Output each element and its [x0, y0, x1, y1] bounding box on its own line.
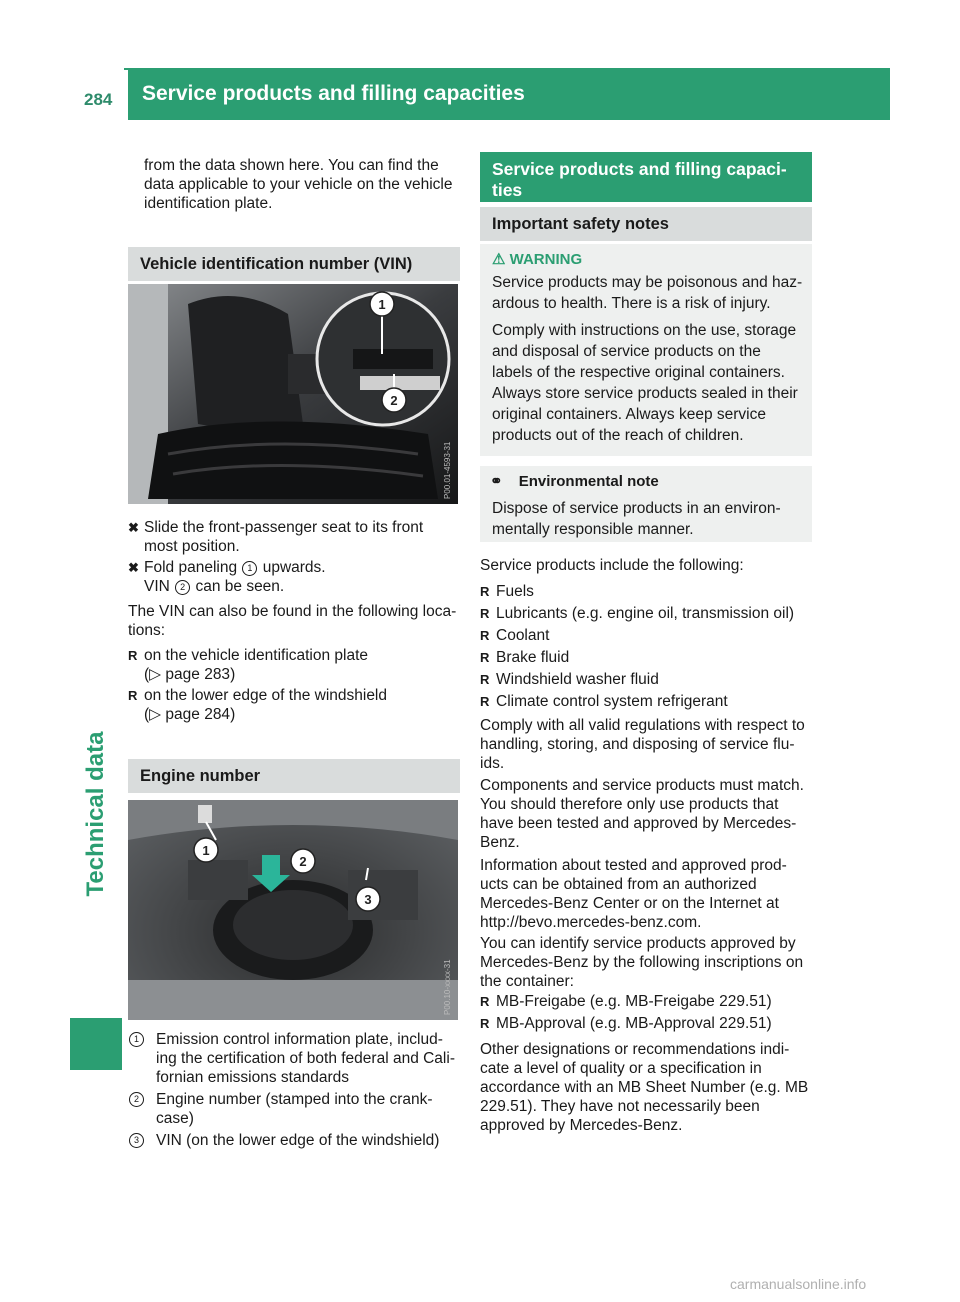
- environment-lightbulb-icon: ⚭: [490, 473, 503, 490]
- seat-image: [128, 284, 458, 504]
- safety-heading: Important safety notes: [492, 215, 669, 233]
- list-item: R Climate control system refrigerant: [480, 693, 728, 710]
- seat-image-code: P00.01-4593-31: [443, 441, 452, 499]
- includes-list: [480, 582, 812, 714]
- vin-heading: Vehicle identification number (VIN): [140, 255, 413, 273]
- warning-text-2: Comply with instructions on the use, storage and disposal of service products on the labels of the respective original containers. Always store service products sealed in their original containers. Always keep service products out of the reach of children.: [492, 322, 798, 444]
- vin-step-2: ✖ Fold paneling 1 upwards. VIN 2 can be seen.: [128, 559, 326, 595]
- environment-box: [480, 466, 812, 542]
- warning-triangle-icon: ⚠: [492, 251, 506, 268]
- list-item: R MB-Approval (e.g. MB-Approval 229.51): [480, 1015, 772, 1032]
- comply-text: Comply with all valid regulations with respect to handling, storing, and disposing of service flu-ids.: [480, 717, 805, 772]
- warning-header: ⚠ WARNING: [492, 251, 583, 268]
- list-item: R MB-Freigabe (e.g. MB-Freigabe 229.51): [480, 993, 772, 1010]
- page-number-box: [70, 68, 124, 120]
- bullet-icon: R: [480, 584, 490, 599]
- footer-watermark: carmanualsonline.info: [730, 1276, 867, 1292]
- legend-item: 3 VIN (on the lower edge of the windshield): [128, 1131, 460, 1150]
- bullet-icon: R: [480, 694, 490, 709]
- page-ref-link[interactable]: page 283: [165, 666, 231, 683]
- bullet-icon: R: [480, 628, 490, 643]
- bullet-icon: R: [128, 688, 138, 703]
- bullet-icon: R: [480, 672, 490, 687]
- chapter-label: Technical data: [82, 731, 109, 897]
- match-text: Components and service products must match. You should therefore only use products that have been tested and approved by Mercedes-Benz.: [480, 777, 804, 851]
- callout-2-icon: 2: [129, 1092, 144, 1107]
- callout-3-icon: 3: [129, 1133, 144, 1148]
- bullet-icon: R: [128, 648, 138, 663]
- mb-list: [480, 992, 812, 1036]
- engine-heading-bar: [128, 759, 460, 793]
- list-item: R Lubricants (e.g. engine oil, transmission oil): [480, 605, 795, 622]
- warning-text-1: Service products may be poisonous and haz-ardous to health. There is a risk of injury.: [492, 274, 803, 312]
- vin-heading-bar: [128, 247, 460, 281]
- bullet-icon: R: [480, 650, 490, 665]
- includes-intro: Service products include the following:: [480, 557, 744, 574]
- engine-image-code: P00.10-xxxx-31: [443, 959, 452, 1015]
- info-text: Information about tested and approved prod-ucts can be obtained from an authorized Mercedes-Benz Center or on the Internet at http://bevo.mercedes-benz.com.: [480, 857, 787, 931]
- svg-text:2: 2: [390, 393, 398, 408]
- vin-step-1: ✖ Slide the front-passenger seat to its front most position.: [128, 519, 424, 555]
- section-heading-bar: [480, 152, 812, 202]
- svg-text:2: 2: [299, 854, 307, 869]
- engine-image: [128, 800, 458, 1020]
- identify-text: You can identify service products approved by Mercedes-Benz by the following inscriptions on the container:: [480, 935, 804, 990]
- callout-1-icon: 1: [129, 1032, 144, 1047]
- other-text: Other designations or recommendations indi-cate a level of quality or a specification in accordance with an MB Sheet Number (e.g. MB 229.51). They have not necessarily been approved by Mercedes-Benz.: [480, 1041, 809, 1134]
- svg-text:3: 3: [364, 892, 372, 907]
- svg-text:1: 1: [202, 843, 210, 858]
- intro-text: from the data shown here. You can find the data applicable to your vehicle on the vehicle identification plate.: [144, 157, 453, 212]
- vin-steps: [128, 518, 460, 596]
- svg-text:1: 1: [378, 297, 386, 312]
- step-arrow-icon: ✖: [128, 520, 139, 535]
- bullet-icon: R: [480, 994, 490, 1009]
- bullet-icon: R: [480, 1016, 490, 1031]
- warning-box: [480, 244, 812, 456]
- legend-item: 1 Emission control information plate, includ-ing the certification of both federal and Cali-fornian emissions standards: [128, 1030, 460, 1087]
- chapter-marker: [70, 1018, 122, 1070]
- callout-1-icon: 1: [242, 561, 257, 576]
- legend-item: 2 Engine number (stamped into the crank-case): [128, 1090, 460, 1128]
- page-ref-arrow-icon: ▷: [149, 666, 162, 683]
- list-item: R Fuels: [480, 583, 534, 600]
- page-title: Service products and filling capacities: [142, 82, 525, 105]
- page-number: 284: [84, 90, 113, 109]
- environment-text: Dispose of service products in an environ-mentally responsible manner.: [492, 500, 781, 538]
- page-header: [128, 68, 890, 120]
- page-ref-arrow-icon: ▷: [149, 706, 162, 723]
- vin-locations-list: [128, 646, 460, 724]
- callout-2-icon: 2: [175, 580, 190, 595]
- chapter-tab: [70, 624, 122, 1004]
- list-item: R Windshield washer fluid: [480, 671, 659, 688]
- section-heading: Service products and filling capaci-ties: [492, 159, 787, 200]
- environment-header: ⚭ Environmental note: [490, 473, 659, 490]
- vin-locations-intro: The VIN can also be found in the following loca-tions:: [128, 603, 457, 639]
- step-arrow-icon: ✖: [128, 560, 139, 575]
- list-item: R Brake fluid: [480, 649, 570, 666]
- engine-heading: Engine number: [140, 767, 261, 785]
- safety-heading-bar: [480, 207, 812, 241]
- bullet-icon: R: [480, 606, 490, 621]
- list-item: R on the vehicle identification plate (▷ page 283): [128, 647, 369, 683]
- list-item: R on the lower edge of the windshield (▷ page 284): [128, 687, 387, 723]
- list-item: R Coolant: [480, 627, 550, 644]
- page-ref-link[interactable]: page 284: [165, 706, 231, 723]
- engine-legend: [128, 1030, 460, 1150]
